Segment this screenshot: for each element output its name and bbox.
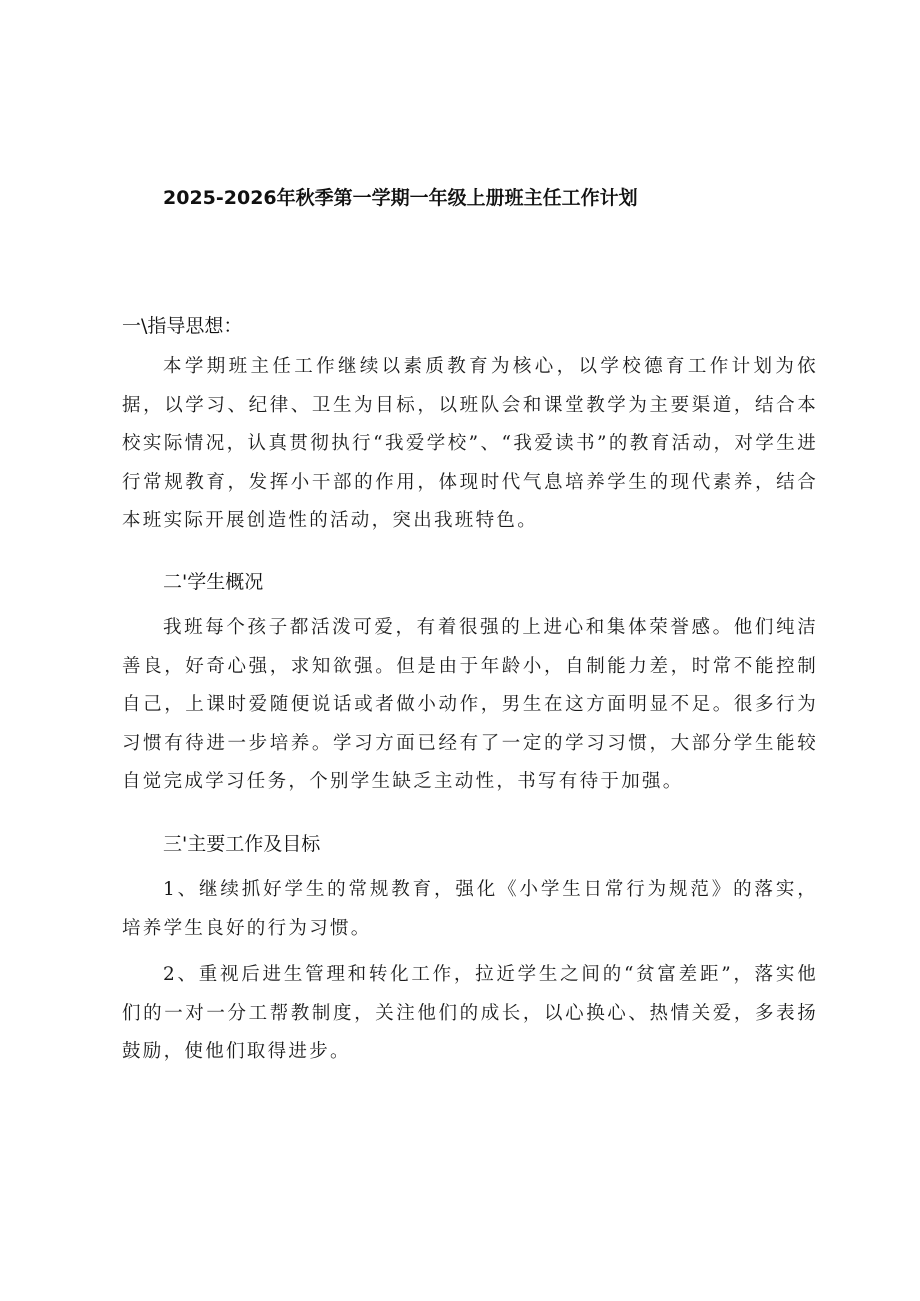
section-heading-student-overview: 二'学生概况 xyxy=(163,571,264,593)
section-heading-main-work-goals: 三'主要工作及目标 xyxy=(163,833,321,855)
paragraph-student-overview: 我班每个孩子都活泼可爱，有着很强的上进心和集体荣誉感。他们纯洁善良，好奇心强，求知欲强。但是由于年龄小，自制能力差，时常不能控制自己，上课时爱随便说话或者做小动作，男生在这方面明显不足。很多行为习惯有待进一步培养。学习方面已经有了一定的学习习惯，大部分学生能较自觉完成学习任务，个别学生缺乏主动性，书写有待于加强。 xyxy=(122,617,818,792)
document-title: 2025-2026年秋季第一学期一年级上册班主任工作计划 xyxy=(163,187,638,209)
paragraph-goal-1: 1、继续抓好学生的常规教育，强化《小学生日常行为规范》的落实，培养学生良好的行为习惯。 xyxy=(122,879,818,939)
paragraph-guiding-ideology: 本学期班主任工作继续以素质教育为核心，以学校德育工作计划为依据，以学习、纪律、卫生为目标，以班队会和课堂教学为主要渠道，结合本校实际情况，认真贯彻执行“我爱学校”、“我爱读书”的教育活动，对学生进行常规教育，发挥小干部的作用，体现时代气息培养学生的现代素养，结合本班实际开展创造性的活动，突出我班特色。 xyxy=(122,356,818,531)
paragraph-goal-2: 2、重视后进生管理和转化工作，拉近学生之间的“贫富差距”，落实他们的一对一分工帮教制度，关注他们的成长，以心换心、热情关爱，多表扬鼓励，使他们取得进步。 xyxy=(122,964,818,1062)
section-heading-guiding-ideology: 一\指导思想： xyxy=(122,315,243,337)
